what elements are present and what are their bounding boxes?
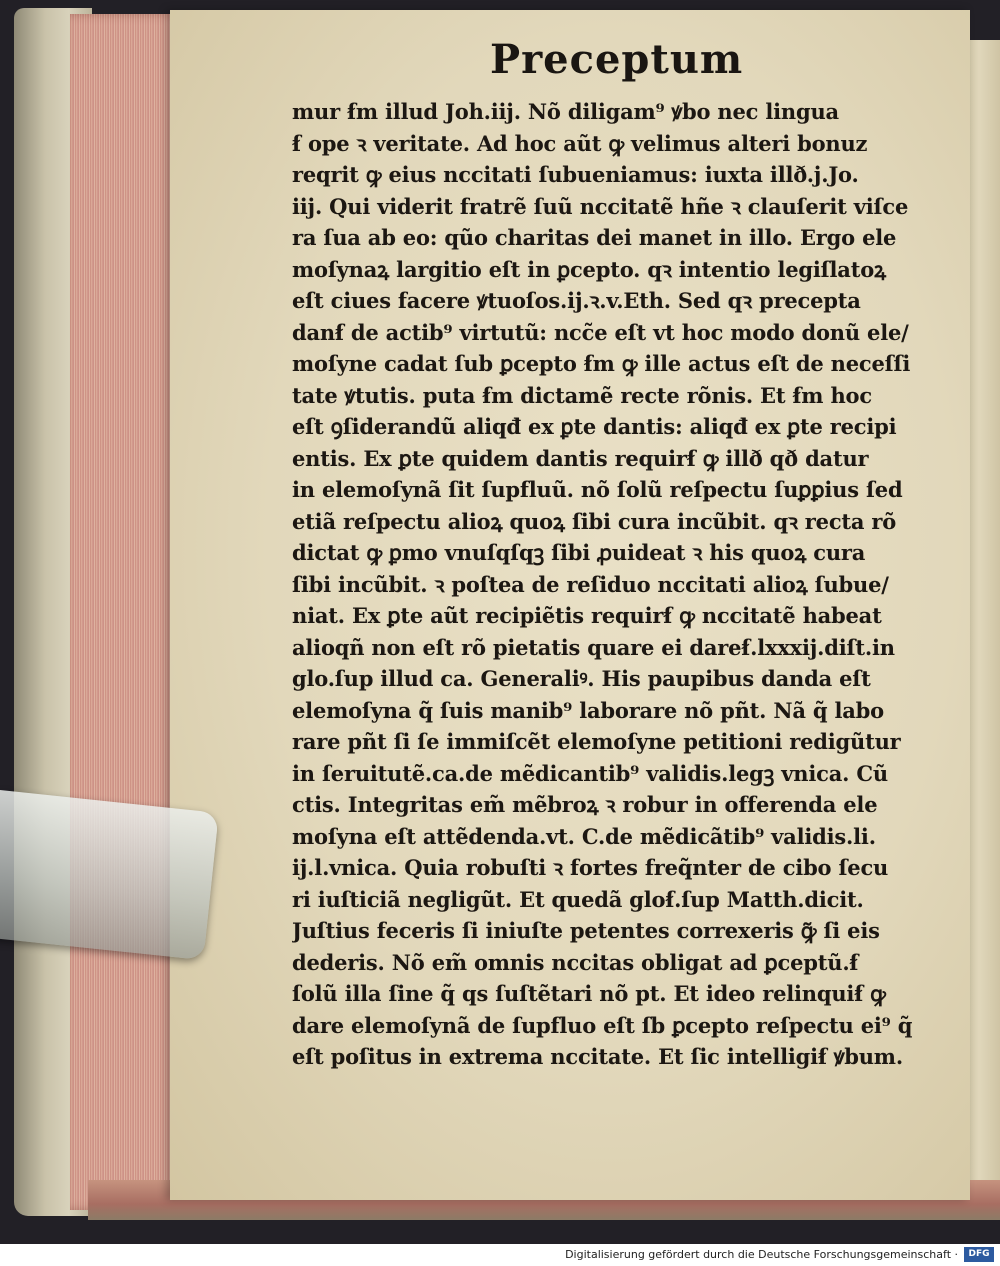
text-line: glo.ſup illud ca. Generaliꝰ. His paupibus danda eſt bbox=[292, 666, 871, 691]
footer-bar bbox=[0, 1244, 1000, 1266]
text-block bbox=[292, 96, 912, 1073]
text-line: mur ẜm illud Joh.iij. Nõ diligam⁹ ꝟbo nec lingua bbox=[292, 99, 839, 124]
text-line: ctis. Integritas em̃ mẽbroꝝ ꝛ robur in offerenda ele bbox=[292, 792, 878, 817]
text-line: entis. Ex ꝑte quidem dantis requirẜ ꝙ illð qð datur bbox=[292, 445, 869, 471]
text-line: ſibi incũbit. ꝛ poſtea de reſiduo nccitati alioꝝ ſubue/ bbox=[292, 571, 889, 597]
text-line: eſt poſitus in extrema nccitate. Et ſic intelligiẜ ꝟbum. bbox=[292, 1044, 903, 1069]
text-line: rare pñt ſi ſe immiſcẽt elemoſyne petitioni redigũtur bbox=[292, 729, 901, 754]
funding-credit: Digitalisierung gefördert durch die Deutsche Forschungsgemeinschaft · bbox=[565, 1248, 958, 1261]
text-line: etiã reſpectu alioꝝ quoꝝ ſibi cura incũbit. qꝛ recta rõ bbox=[292, 508, 897, 534]
text-line: reqrit ꝙ eius nccitati ſubueniamus: iuxta illð.j.Jo. bbox=[292, 162, 859, 187]
page-edges-red bbox=[70, 14, 182, 1210]
text-line: danẜ de actib⁹ virtutũ: ncc̃e eſt vt hoc modo donũ ele/ bbox=[292, 319, 909, 345]
page-holder-clip bbox=[0, 790, 219, 960]
text-line: in elemoſynã ſit ſupfluũ. nõ ſolũ reſpectu ſuꝑꝑius ſed bbox=[292, 477, 903, 502]
text-line: ri iuſticiã negligũt. Et quedã gloẜ.ſup Matth.dicit. bbox=[292, 886, 864, 912]
text-line: moſyne cadat ſub ꝑcepto ẜm ꝙ ille actus eſt de neceſſi bbox=[292, 351, 911, 376]
dfg-logo: DFG bbox=[964, 1247, 994, 1262]
text-line: eſt ꝯſiderandũ aliqđ ex ꝑte dantis: aliqđ ex ꝑte recipi bbox=[292, 414, 897, 439]
text-line: ij.l.vnica. Quia robuſti ꝛ fortes freq̃nter de cibo ſecu bbox=[292, 855, 889, 880]
text-line: iij. Qui viderit fratrẽ ſuũ nccitatẽ hñe ꝛ clauſerit viſce bbox=[292, 193, 909, 219]
text-line: elemoſyna q̃ ſuis manib⁹ laborare nõ pñt. Nã q̃ labo bbox=[292, 697, 884, 723]
text-line: moſynaꝝ largitio eſt in ꝑcepto. qꝛ intentio legiſlatoꝝ bbox=[292, 256, 886, 282]
text-line: moſyna eſt attẽdenda.vt. C.de mẽdicãtib⁹ validis.li. bbox=[292, 823, 876, 849]
text-line: dare elemoſynã de ſupfluo eſt ſb ꝑcepto reſpectu ei⁹ q̃ bbox=[292, 1012, 912, 1038]
running-head: Preceptum bbox=[490, 36, 744, 83]
text-line: ſolũ illa ſine q̃ qs ſuſtẽtari nõ pt. Et ideo relinquiẜ ꝙ bbox=[292, 981, 886, 1006]
text-line: alioqñ non eſt rõ pietatis quare ei dareẜ.lxxxij.diſt.in bbox=[292, 634, 895, 660]
text-line: Juſtius feceris ſi iniuſte petentes correxeris ꝙ̃ ſi eis bbox=[292, 918, 880, 943]
text-line: in ſeruitutẽ.ca.de mẽdicantib⁹ validis.legꝫ vnica. Cũ bbox=[292, 760, 888, 786]
text-line: tate ꝟtutis. puta ẜm dictamẽ recte rõnis. Et ẜm hoc bbox=[292, 382, 872, 408]
text-line: niat. Ex ꝑte aũt recipiẽtis requirẜ ꝙ nccitatẽ habeat bbox=[292, 603, 882, 628]
text-line: dictat ꝙ ꝑmo vnuſqſqꝫ ſibi ꝓuideat ꝛ his quoꝝ cura bbox=[292, 540, 866, 565]
text-line: dederis. Nõ em̃ omnis nccitas obligat ad ꝑceptũ.ẜ bbox=[292, 949, 859, 975]
text-line: ẜ ope ꝛ veritate. Ad hoc aũt ꝙ velimus alteri bonuz bbox=[292, 130, 868, 156]
text-line: ra ſua ab eo: qũo charitas dei manet in illo. Ergo ele bbox=[292, 225, 897, 250]
text-line: eſt ciues facere ꝟtuoſos.ij.ꝛ.v.Eth. Sed qꝛ precepta bbox=[292, 288, 861, 313]
